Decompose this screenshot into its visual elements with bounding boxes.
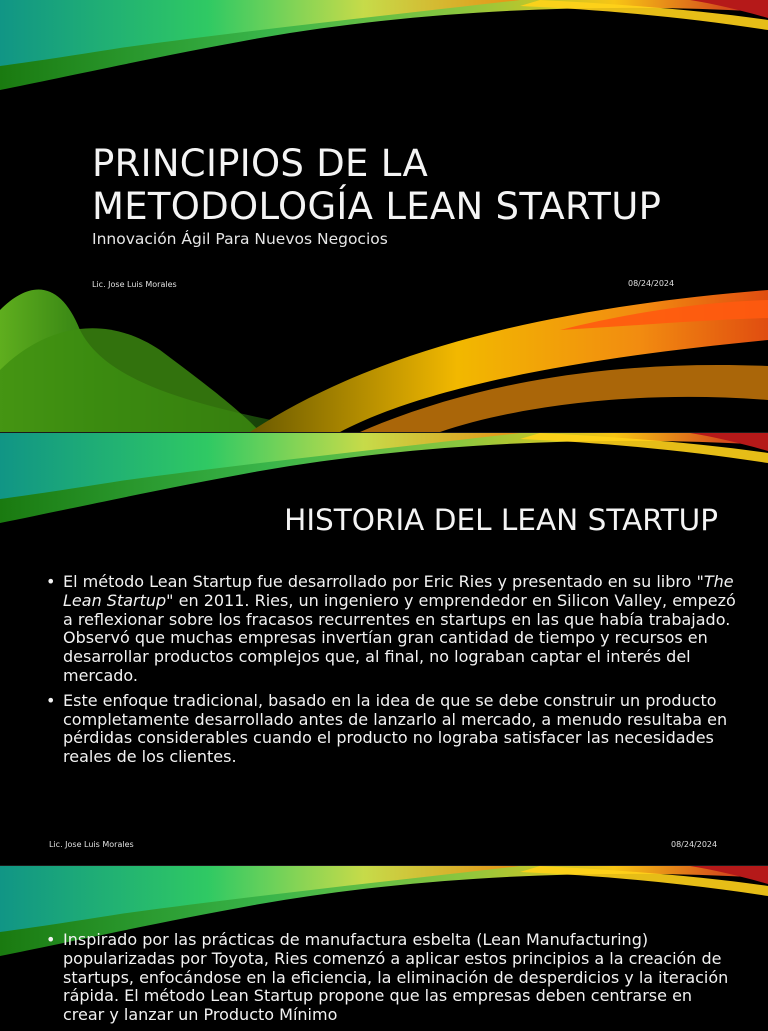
- bullet-icon: •: [46, 572, 56, 591]
- slide-1: [0, 0, 768, 432]
- bullet-icon: •: [46, 690, 56, 710]
- footer-author: Lic. Jose Luis Morales: [49, 840, 134, 849]
- slide-subtitle: Innovación Ágil Para Nuevos Negocios: [92, 230, 388, 248]
- slide-title: HISTORIA DEL LEAN STARTUP: [284, 503, 718, 537]
- bullet-list: [46, 573, 736, 773]
- footer-author: Lic. Jose Luis Morales: [92, 280, 177, 289]
- list-item: • Inspirado por las prácticas de manufactura esbelta (Lean Manufacturing) popularizadas por Toyota, Ries comenzó a aplicar estos principios a la creación de startups, enfocándose en la eficiencia, la eliminación de desperdicios y la iteración rápida. El método Lean Startup propone que las empresas deben centrarse en crear y lanzar un Producto Mínimo: [46, 930, 729, 1025]
- footer-date: 08/24/2024: [671, 840, 718, 849]
- bullet-icon: •: [46, 930, 56, 949]
- list-item: • Este enfoque tradicional, basado en la idea de que se debe construir un producto completamente desarrollado antes de lanzarlo al mercado, a menudo resultaba en pérdidas considerables cuando el producto no lograba satisfacer las necesidades reales de los clientes.: [46, 690, 728, 767]
- list-item: • El método Lean Startup fue desarrollado por Eric Ries y presentado en su libro "The Lean Startup" en 2011. Ries, un ingeniero y emprendedor en Silicon Valley, empezó a reflexionar sobre los fracasos recurrentes en startups en las que había trabajado. Observó que muchas empresas invertían gran cantidad de tiempo y recursos en desarrollar productos complejos que, al final, no lograban captar el interés del mercado.: [46, 572, 736, 685]
- slide-title: PRINCIPIOS DE LA METODOLOGÍA LEAN STARTUP: [92, 142, 662, 228]
- bullet-list: [46, 931, 736, 1031]
- top-swoosh-graphic: [0, 0, 768, 100]
- footer-date: 08/24/2024: [628, 279, 675, 288]
- bottom-swoosh-graphic: [0, 270, 768, 432]
